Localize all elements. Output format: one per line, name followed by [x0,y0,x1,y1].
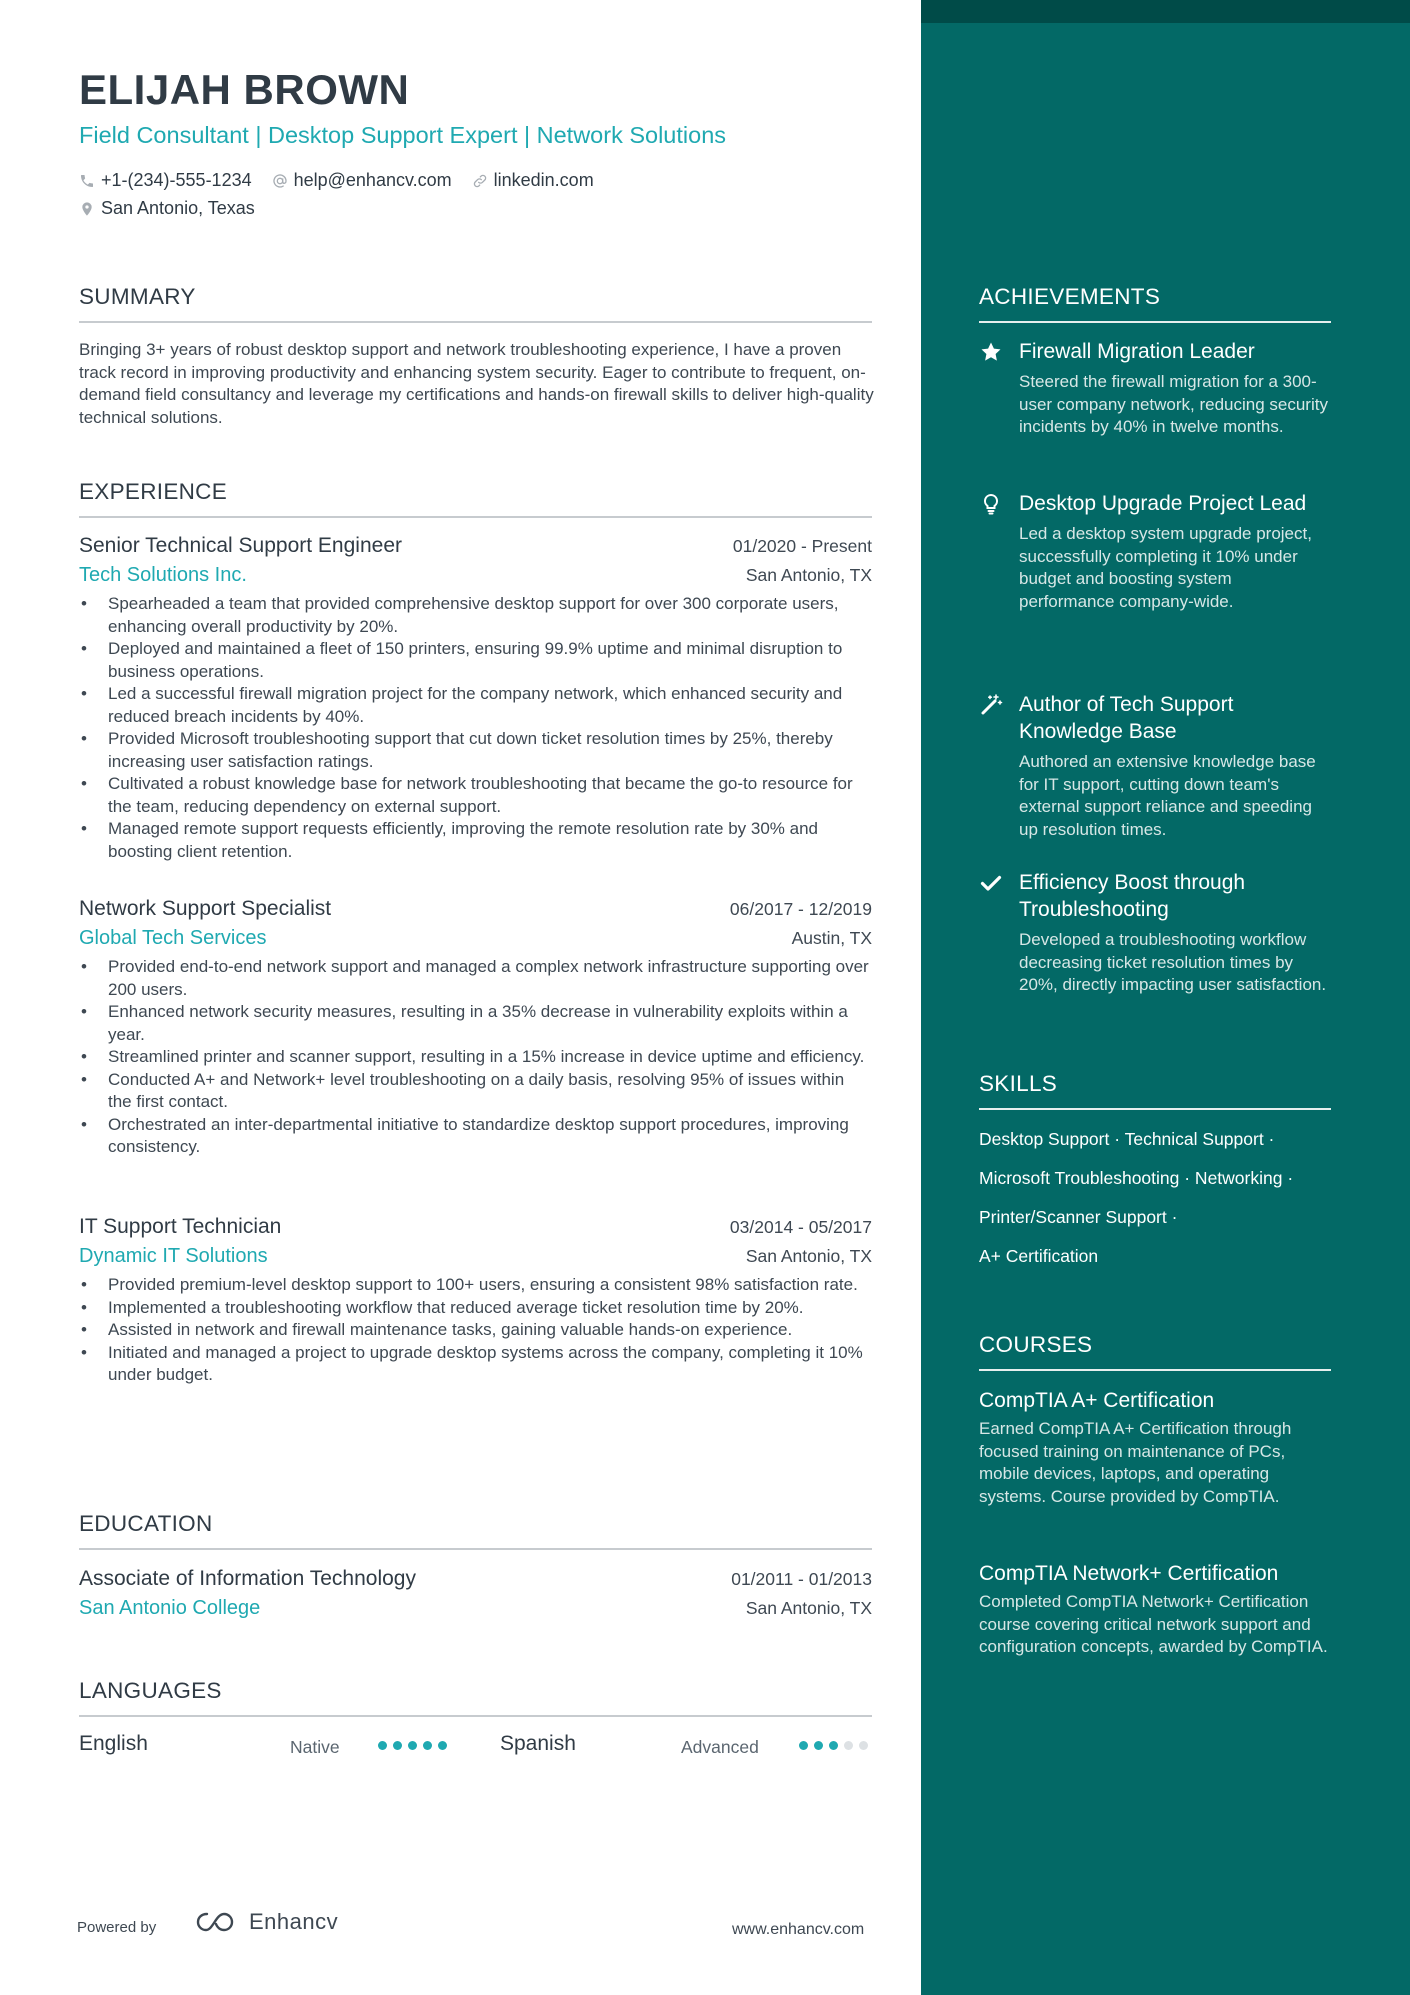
rating-dot-filled [438,1741,447,1750]
job-location: San Antonio, TX [745,1246,872,1266]
education-subheader [79,1597,872,1620]
enhancv-logo-icon [195,1910,241,1934]
job-bullet: • Assisted in network and firewall maintenance tasks, gaining valuable hands-on experience. [79,1319,872,1342]
job-bullet: • Spearheaded a team that provided comprehensive desktop support for over 300 corporate users, enhancing overall productivity by 20%. [79,593,872,638]
summary-heading: SUMMARY [79,284,872,323]
star-icon [979,340,1003,364]
achievement-desc: Developed a troubleshooting workflow decreasing ticket resolution times by 20%, directly impacting user satisfaction. [1019,930,1327,994]
achievement-item [979,869,1331,997]
achievement-title: Desktop Upgrade Project Lead [1019,492,1307,515]
achievement-desc: Authored an extensive knowledge base for IT support, cutting down team's external support reliance and speeding up resolution times. [1019,752,1316,839]
enhancv-logo[interactable] [195,1909,338,1935]
course-desc: Completed CompTIA Network+ Certification course covering critical network support and configuration concepts, awarded by CompTIA. [979,1592,1328,1656]
job-bullet: • Streamlined printer and scanner support, resulting in a 15% increase in device uptime and efficiency. [79,1046,872,1069]
phone-text: +1-(234)-555-1234 [101,170,252,190]
rating-dot-empty [844,1741,853,1750]
course-title: CompTIA Network+ Certification [979,1562,1279,1585]
job-bullets [79,1274,872,1387]
email-text[interactable]: help@enhancv.com [293,170,452,190]
job-entry [79,1215,872,1387]
phone-icon [79,173,95,189]
education-header [79,1567,872,1591]
language-name: Spanish [500,1732,576,1755]
job-header [79,1215,872,1239]
link-icon [472,173,488,189]
location-row [79,198,275,219]
location-contact [79,198,255,219]
contact-row [79,170,614,191]
job-company: Global Tech Services [79,927,267,949]
rating-dot-filled [799,1741,808,1750]
job-header [79,897,872,921]
footer-url[interactable]: www.enhancv.com [732,1921,865,1938]
language-level: Advanced [681,1737,759,1757]
education-date: 01/2011 - 01/2013 [731,1569,872,1589]
sidebar-top-band [921,0,1410,23]
achievement-item [979,490,1331,613]
course-desc: Earned CompTIA A+ Certification through focused training on maintenance of PCs, mobile devices, laptops, and operating systems. Course provided by CompTIA. [979,1419,1292,1506]
job-company: Dynamic IT Solutions [79,1245,268,1267]
enhancv-logo-text: Enhancv [249,1909,339,1934]
courses-heading: COURSES [979,1332,1331,1371]
headline: Field Consultant | Desktop Support Expert | Network Solutions [79,122,727,148]
linkedin-text[interactable]: linkedin.com [493,170,594,190]
job-bullet: • Conducted A+ and Network+ level troubleshooting on a daily basis, resolving 95% of issues within the first contact. [79,1069,872,1114]
location-text: San Antonio, Texas [101,198,255,218]
course-item [979,1387,1339,1508]
rating-dot-empty [859,1741,868,1750]
job-bullet: • Orchestrated an inter-departmental initiative to standardize desktop support procedures, improving consistency. [79,1114,872,1159]
achievement-desc: Led a desktop system upgrade project, successfully completing it 10% under budget and boosting system performance company-wide. [1019,524,1312,611]
job-title: Senior Technical Support Engineer [79,534,402,557]
skill-line: Desktop Support · Technical Support · [979,1129,1275,1149]
course-title: CompTIA A+ Certification [979,1389,1215,1412]
job-entry [79,897,872,1159]
checkmark-icon [979,871,1003,895]
course-item [979,1560,1339,1659]
job-company: Tech Solutions Inc. [79,564,247,586]
job-bullet: • Cultivated a robust knowledge base for network troubleshooting that became the go-to resource for the team, reducing dependency on external support. [79,773,872,818]
achievement-item [979,338,1331,439]
skills-heading: SKILLS [979,1071,1331,1110]
skills-list [979,1128,1339,1284]
lightbulb-icon [979,492,1003,516]
rating-dot-filled [814,1741,823,1750]
education-degree: Associate of Information Technology [79,1567,416,1590]
education-entry [79,1567,872,1620]
job-bullet: • Deployed and maintained a fleet of 150 printers, ensuring 99.9% uptime and minimal disruption to business operations. [79,638,872,683]
achievement-desc: Steered the firewall migration for a 300-user company network, reducing security incidents by 40% in twelve months. [1019,372,1328,436]
education-heading: EDUCATION [79,1511,872,1550]
achievements-heading: ACHIEVEMENTS [979,284,1331,323]
education-location: San Antonio, TX [745,1598,872,1618]
job-location: San Antonio, TX [745,565,872,585]
job-bullets [79,956,872,1159]
rating-dot-filled [378,1741,387,1750]
education-school: San Antonio College [79,1597,261,1619]
job-bullet: • Led a successful firewall migration project for the company network, which enhanced security and reduced breach incidents by 40%. [79,683,872,728]
language-name: English [79,1732,148,1755]
job-entry [79,534,872,863]
job-subheader [79,927,872,950]
job-title: IT Support Technician [79,1215,282,1238]
phone-contact [79,170,252,191]
rating-dot-filled [423,1741,432,1750]
language-rating [799,1741,874,1750]
email-contact[interactable] [272,170,452,191]
job-title: Network Support Specialist [79,897,332,920]
candidate-name: ELIJAH BROWN [79,66,410,113]
job-date: 01/2020 - Present [732,536,872,556]
achievement-title: Efficiency Boost through Troubleshooting [1019,871,1246,921]
job-subheader [79,564,872,587]
job-bullets [79,593,872,863]
job-bullet: • Enhanced network security measures, resulting in a 35% decrease in vulnerability exploits within a year. [79,1001,872,1046]
powered-by-label: Powered by [77,1919,157,1936]
job-location: Austin, TX [791,928,872,948]
skill-line: Microsoft Troubleshooting · Networking · [979,1168,1294,1188]
job-date: 03/2014 - 05/2017 [729,1217,872,1237]
job-subheader [79,1245,872,1268]
sidebar [921,0,1410,1995]
job-bullet: • Provided Microsoft troubleshooting support that cut down ticket resolution times by 25%, thereby increasing user satisfaction ratings. [79,728,872,773]
at-icon [272,173,288,189]
job-bullet: • Provided premium-level desktop support to 100+ users, ensuring a consistent 98% satisfaction rate. [79,1274,872,1297]
rating-dot-filled [393,1741,402,1750]
skill-line: Printer/Scanner Support · [979,1207,1178,1227]
language-level: Native [290,1737,340,1757]
achievement-title: Firewall Migration Leader [1019,340,1255,363]
location-pin-icon [79,200,95,218]
summary-text: Bringing 3+ years of robust desktop support and network troubleshooting experience, I have a proven track record in improving productivity and enhancing system security. Eager to contribute to frequent, on-demand field consultancy and leverage my certifications and hands-on firewall skills to deliver high-quality technical solutions. [79,340,874,427]
rating-dot-filled [408,1741,417,1750]
job-bullet: • Managed remote support requests efficiently, improving the remote resolution rate by 30% and boosting client retention. [79,818,872,863]
job-bullet: • Initiated and managed a project to upgrade desktop systems across the company, completing it 10% under budget. [79,1342,872,1387]
job-bullet: • Implemented a troubleshooting workflow that reduced average ticket resolution time by 20%. [79,1297,872,1320]
job-header [79,534,872,558]
skill-line: A+ Certification [979,1246,1099,1266]
achievement-title: Author of Tech Support Knowledge Base [1019,693,1234,743]
experience-heading: EXPERIENCE [79,479,872,518]
magic-wand-icon [979,693,1003,717]
language-rating [378,1741,453,1750]
job-date: 06/2017 - 12/2019 [729,899,872,919]
achievement-item [979,691,1331,841]
languages-heading: LANGUAGES [79,1678,872,1717]
job-bullet: • Provided end-to-end network support and managed a complex network infrastructure supporting over 200 users. [79,956,872,1001]
rating-dot-filled [829,1741,838,1750]
linkedin-contact[interactable] [472,170,594,191]
